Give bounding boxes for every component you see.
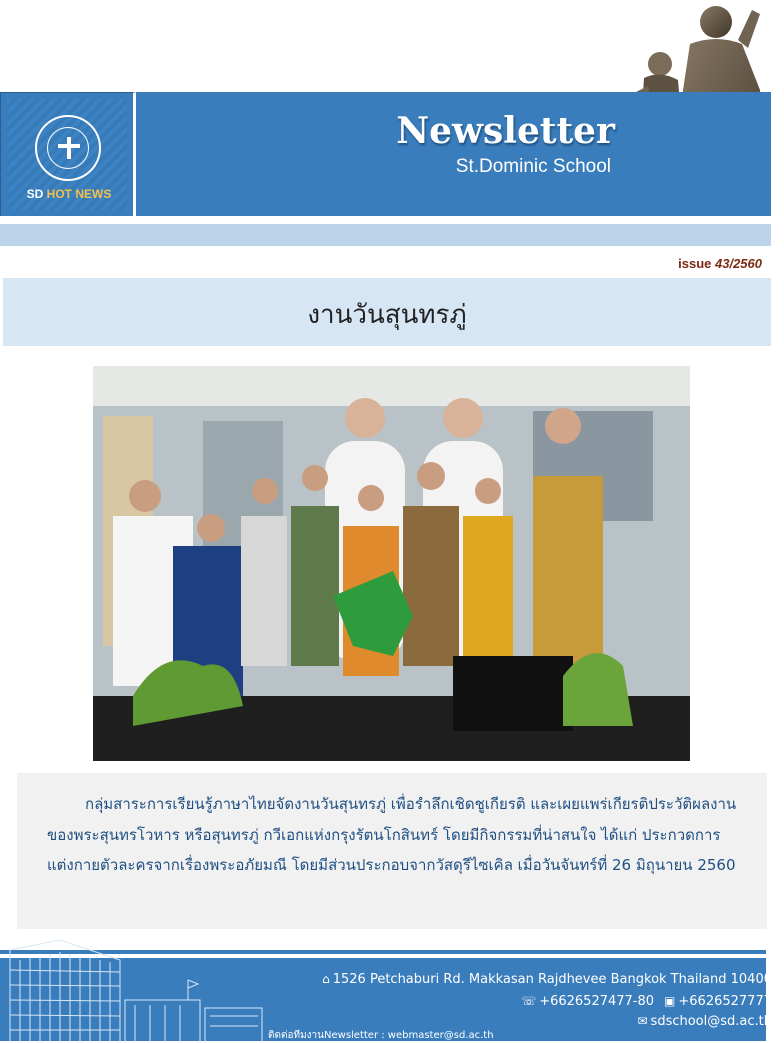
- article-body: กลุ่มสาระการเรียนรู้ภาษาไทยจัดงานวันสุนทรภู่ เพื่อรำลึกเชิดชูเกียรติ และเผยแพร่เกียรติประวัติผลงานของพระสุนทรโวหาร หรือสุนทรภู่ กวีเอกแห่งกรุงรัตนโกสินทร์ โดยมีกิจกรรมที่น่าสนใจ ได้แก่ ประกวดการแต่งกายตัวละครจากเรื่องพระอภัยมณี โดยมีส่วนประกอบจากวัสดุรีไซเคิล เมื่อวันจันทร์ที่ 26 มิถุนายน 2560: [47, 795, 737, 874]
- school-building-illustration: [0, 930, 270, 1041]
- hot-news-label: SD HOT NEWS: [26, 187, 112, 201]
- newsletter-title: Newsletter: [396, 110, 615, 152]
- headline-box: [3, 278, 771, 346]
- header-sub-band: [0, 224, 771, 246]
- mail-icon: ✉: [637, 1014, 648, 1028]
- footer-phone: ☏ +6626527477-80: [521, 994, 655, 1009]
- phone-icon: ☏: [521, 994, 537, 1008]
- footer-fax: ▣ +6626527777: [664, 994, 772, 1009]
- fax-icon: ▣: [664, 994, 676, 1008]
- issue-number: issue 43/2560: [678, 256, 762, 271]
- footer-phone-fax: [521, 994, 772, 1009]
- footer-contact: ติดต่อทีมงานNewsletter : webmaster@sd.ac.th: [268, 1030, 494, 1041]
- school-seal-icon: [35, 115, 101, 181]
- sd-hot-news-badge: [0, 92, 136, 216]
- footer-address: ⌂ 1526 Petchaburi Rd. Makkasan Rajdhevee Bangkok Thailand 10400: [322, 972, 772, 987]
- home-icon: ⌂: [322, 972, 330, 986]
- header-divider: [0, 216, 771, 224]
- footer-email: ✉ sdschool@sd.ac.th: [637, 1014, 772, 1029]
- school-name: St.Dominic School: [455, 156, 611, 177]
- article-headline: งานวันสุนทรภู่: [307, 300, 467, 330]
- event-photo: [93, 366, 690, 761]
- article-body-box: [17, 773, 767, 929]
